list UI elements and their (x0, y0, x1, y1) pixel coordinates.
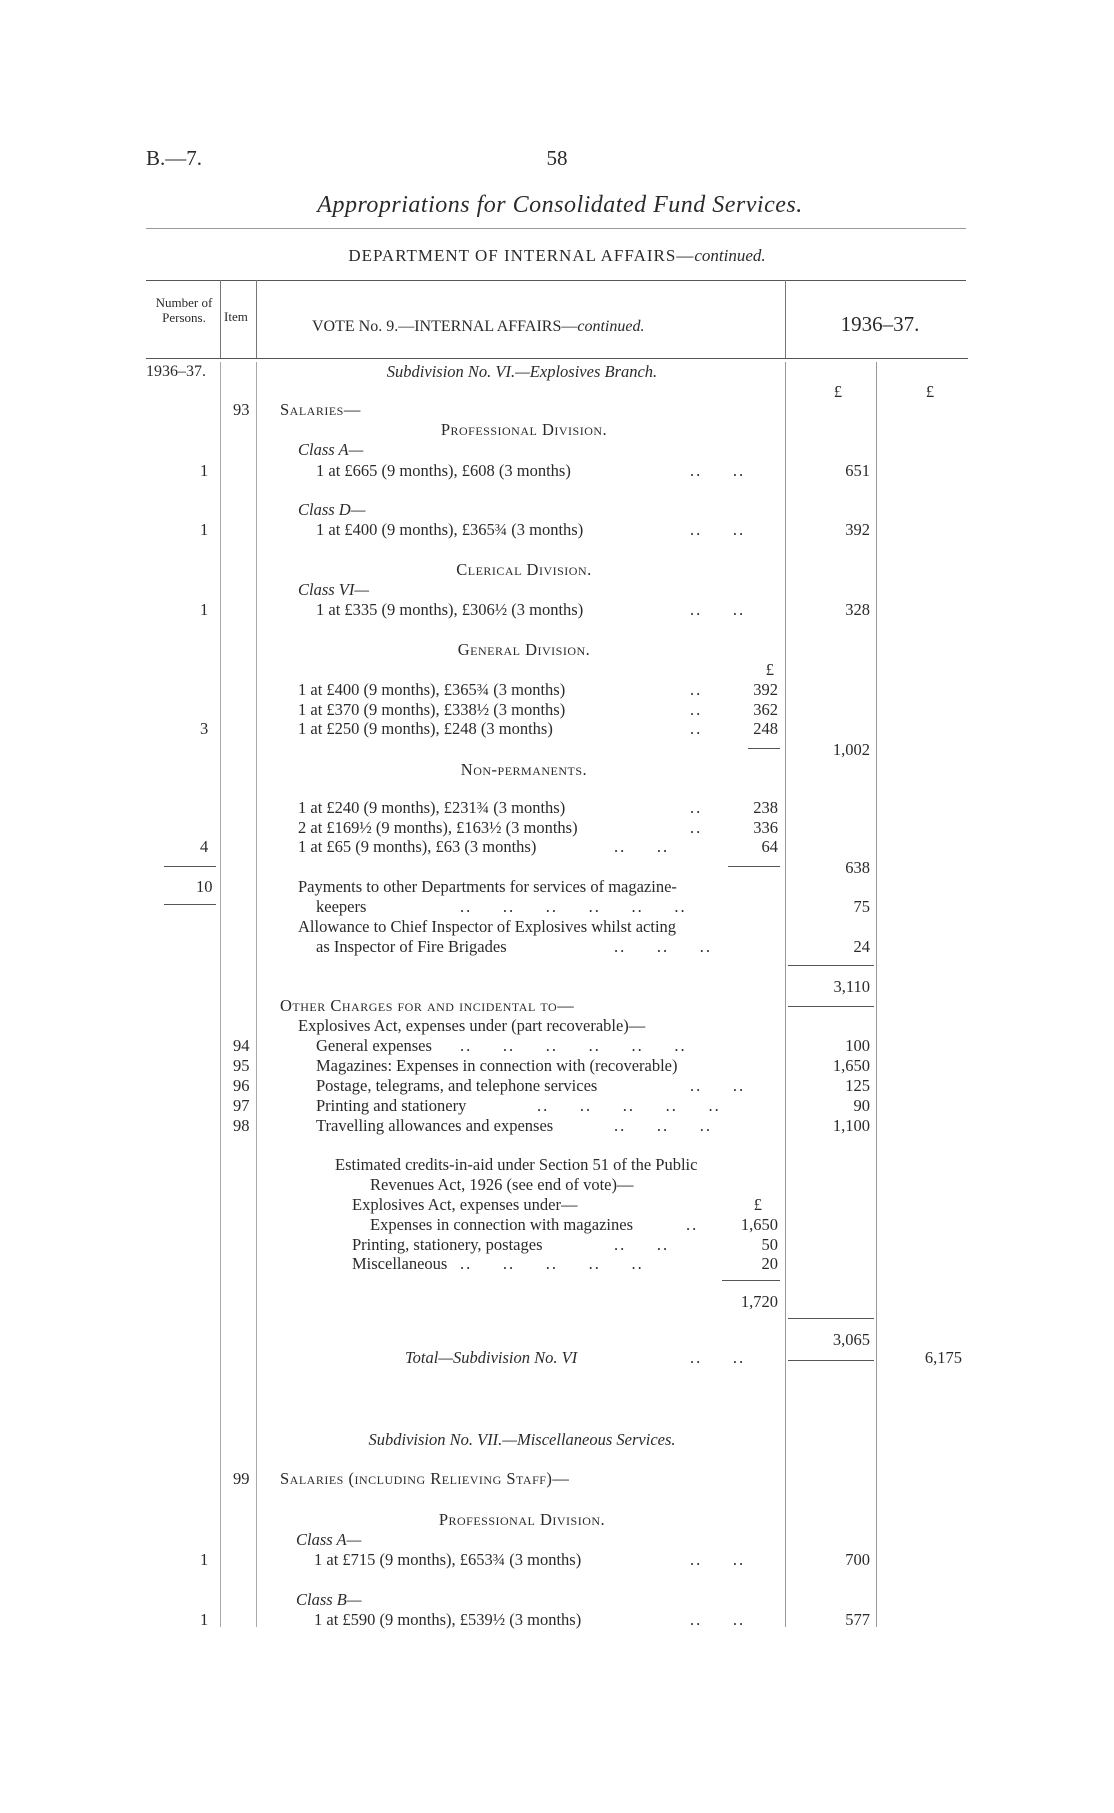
non-permanent-amount-3: 64 (761, 837, 778, 856)
allowance-amount: 24 (853, 937, 870, 956)
leader-dots: .. (690, 798, 703, 817)
persons-total-rule (164, 904, 216, 905)
class-a-amount: 651 (845, 461, 870, 480)
general-line-1: 1 at £400 (9 months), £365¾ (3 months) (298, 680, 566, 699)
item-95: 95 (233, 1056, 250, 1075)
general-amount-3: 248 (753, 719, 778, 738)
persons-total: 10 (196, 877, 213, 896)
class-d-heading: Class D— (298, 500, 366, 519)
class-vi-amount: 328 (845, 600, 870, 619)
explosives-act-heading: Explosives Act, expenses under (part recoverable)— (298, 1016, 646, 1035)
other-charge-2-amount: 1,650 (832, 1056, 870, 1075)
class-b-line: 1 at £590 (9 months), £539½ (3 months) (314, 1610, 582, 1629)
non-permanent-total: 638 (845, 858, 870, 877)
leader-dots: .. .. (690, 1076, 746, 1095)
page-number: 58 (546, 146, 568, 170)
general-pound-sign: £ (765, 660, 774, 679)
page-title: Appropriations for Consolidated Fund Services. (317, 192, 803, 218)
item-column-rule (256, 362, 257, 1627)
payments-line-2: keepers (316, 897, 367, 916)
general-total: 1,002 (832, 740, 870, 759)
pound-sign-1: £ (833, 382, 843, 401)
item-99: 99 (233, 1469, 250, 1488)
credit-2-amount: 50 (761, 1235, 778, 1254)
general-line-2: 1 at £370 (9 months), £338½ (3 months) (298, 700, 566, 719)
credits-line-3: Explosives Act, expenses under— (352, 1195, 578, 1214)
subdivision-7-title: Subdivision No. VII.—Miscellaneous Services. (368, 1430, 676, 1449)
item-97: 97 (233, 1096, 250, 1115)
amount2-column-rule (876, 362, 877, 1627)
vote-title: VOTE No. 9.—INTERNAL AFFAIRS— (312, 318, 578, 335)
title-rule (146, 228, 966, 229)
other-charge-1-amount: 100 (845, 1036, 870, 1055)
general-line-3: 1 at £250 (9 months), £248 (3 months) (298, 719, 553, 738)
class-vi-heading: Class VI— (298, 580, 370, 599)
class-d-amount: 392 (845, 520, 870, 539)
class-b-heading: Class B— (296, 1590, 362, 1609)
subdivision-6-title: Subdivision No. VI.—Explosives Branch. (386, 362, 658, 381)
subdivision-6-total-label: Total—Subdivision No. VI (405, 1348, 578, 1367)
leader-dots: .. .. (690, 461, 746, 480)
allowance-line-1: Allowance to Chief Inspector of Explosives whilst acting (298, 917, 677, 936)
leader-dots: .. .. .. .. .. (460, 1254, 644, 1273)
persons-sum-rule (164, 866, 216, 867)
column-vote (312, 318, 644, 336)
leader-dots: .. (686, 1215, 699, 1234)
class-a-persons: 1 (200, 461, 209, 480)
other-charge-4: Printing and stationery (316, 1096, 467, 1115)
item-96: 96 (233, 1076, 250, 1095)
department-continued: continued. (694, 246, 766, 265)
item-header-rule (256, 280, 257, 358)
leader-dots: .. (690, 680, 703, 699)
professional-division-heading: Professional Division. (440, 420, 608, 439)
non-permanent-line-1: 1 at £240 (9 months), £231¾ (3 months) (298, 798, 566, 817)
department-name: DEPARTMENT OF INTERNAL AFFAIRS— (348, 246, 695, 265)
other-charge-4-amount: 90 (853, 1096, 870, 1115)
class-d-line: 1 at £400 (9 months), £365¾ (3 months) (316, 520, 584, 539)
class-vi-persons: 1 (200, 600, 209, 619)
subdivision-6-total-amount: 6,175 (924, 1348, 962, 1367)
general-persons: 3 (200, 719, 209, 738)
leader-dots: .. .. .. .. .. (537, 1096, 721, 1115)
credits-total: 1,720 (740, 1292, 778, 1311)
other-charges-sum-rule (788, 1318, 874, 1319)
allowance-line-2: as Inspector of Fire Brigades (316, 937, 507, 956)
other-charge-1: General expenses (316, 1036, 432, 1055)
leader-dots: .. .. (690, 1610, 746, 1629)
header-top-rule (146, 280, 966, 281)
leader-dots: .. .. .. .. .. .. (460, 1036, 687, 1055)
credit-1-amount: 1,650 (740, 1215, 778, 1234)
credits-pound-sign: £ (753, 1195, 762, 1214)
item-94: 94 (233, 1036, 250, 1055)
general-amount-2: 362 (753, 700, 778, 719)
item-98: 98 (233, 1116, 250, 1135)
other-charge-5-amount: 1,100 (832, 1116, 870, 1135)
leader-dots: .. .. (614, 1235, 670, 1254)
persons-header-rule (220, 280, 221, 358)
vote-continued: continued. (577, 318, 645, 335)
leader-dots: .. .. (690, 1550, 746, 1569)
leader-dots: .. (690, 818, 703, 837)
item-93: 93 (233, 400, 250, 419)
payments-amount: 75 (853, 897, 870, 916)
class-a-line: 1 at £665 (9 months), £608 (3 months) (316, 461, 571, 480)
credits-line-1: Estimated credits-in-aid under Section 51 of the Public (335, 1155, 698, 1174)
persons-year: 1936–37. (146, 363, 206, 380)
class-b-amount: 577 (845, 1610, 870, 1629)
credit-1: Expenses in connection with magazines (370, 1215, 634, 1234)
persons-column-rule (220, 362, 221, 1627)
leader-dots: .. (690, 700, 703, 719)
class-d-persons: 1 (200, 520, 209, 539)
leader-dots: .. .. .. (614, 1116, 712, 1135)
leader-dots: .. .. (690, 1348, 746, 1367)
professional-division-heading-2: Professional Division. (438, 1510, 606, 1529)
salaries-relieving-heading: Salaries (including Relieving Staff)— (280, 1469, 570, 1488)
salaries-sum-rule (788, 965, 874, 966)
class-a-amount-2: 700 (845, 1550, 870, 1569)
non-permanent-line-2: 2 at £169½ (9 months), £163½ (3 months) (298, 818, 578, 837)
column-persons: Number of Persons. (155, 295, 213, 325)
non-permanent-amount-1: 238 (753, 798, 778, 817)
pound-sign-2: £ (925, 382, 935, 401)
leader-dots: .. .. (690, 520, 746, 539)
class-a-line-2: 1 at £715 (9 months), £653¾ (3 months) (314, 1550, 582, 1569)
year-header-rule (785, 280, 786, 358)
column-item: Item (224, 309, 248, 324)
class-vi-line: 1 at £335 (9 months), £306½ (3 months) (316, 600, 584, 619)
salaries-heading: Salaries— (280, 400, 361, 419)
other-charge-3: Postage, telegrams, and telephone services (316, 1076, 598, 1095)
other-charge-2: Magazines: Expenses in connection with (recoverable) (316, 1056, 678, 1075)
class-a-persons-2: 1 (200, 1550, 209, 1569)
leader-dots: .. .. .. (614, 937, 712, 956)
credits-sum-rule (722, 1280, 780, 1281)
amount1-column-rule (785, 362, 786, 1627)
other-charge-3-amount: 125 (845, 1076, 870, 1095)
general-division-heading: General Division. (457, 640, 591, 659)
department-heading (348, 246, 765, 266)
column-year: 1936–37. (840, 312, 920, 336)
credits-line-2: Revenues Act, 1926 (see end of vote)— (370, 1175, 634, 1194)
leader-dots: .. .. .. .. .. .. (460, 897, 687, 916)
leader-dots: .. (690, 719, 703, 738)
salaries-total: 3,110 (833, 977, 870, 996)
general-amount-1: 392 (753, 680, 778, 699)
class-a-heading-2: Class A— (296, 1530, 362, 1549)
salaries-total-rule (788, 1006, 874, 1007)
non-permanents-heading: Non-permanents. (460, 760, 588, 779)
class-b-persons: 1 (200, 1610, 209, 1629)
general-sum-rule (748, 748, 780, 749)
credit-3: Miscellaneous (352, 1254, 448, 1273)
non-permanent-amount-2: 336 (753, 818, 778, 837)
payments-line-1: Payments to other Departments for services of magazine- (298, 877, 677, 896)
other-charges-total-rule (788, 1360, 874, 1361)
header-bottom-rule (146, 358, 968, 359)
non-permanent-line-3: 1 at £65 (9 months), £63 (3 months) (298, 837, 537, 856)
other-charge-5: Travelling allowances and expenses (316, 1116, 554, 1135)
class-a-heading: Class A— (298, 440, 364, 459)
clerical-division-heading: Clerical Division. (456, 560, 592, 579)
other-charges-heading: Other Charges for and incidental to— (280, 996, 575, 1015)
credit-2: Printing, stationery, postages (352, 1235, 543, 1254)
credit-3-amount: 20 (761, 1254, 778, 1273)
leader-dots: .. .. (614, 837, 670, 856)
non-permanent-sum-rule (728, 866, 780, 867)
other-charges-total: 3,065 (832, 1330, 870, 1349)
document-ref: B.—7. (146, 146, 203, 170)
non-permanent-persons: 4 (200, 837, 209, 856)
leader-dots: .. .. (690, 600, 746, 619)
